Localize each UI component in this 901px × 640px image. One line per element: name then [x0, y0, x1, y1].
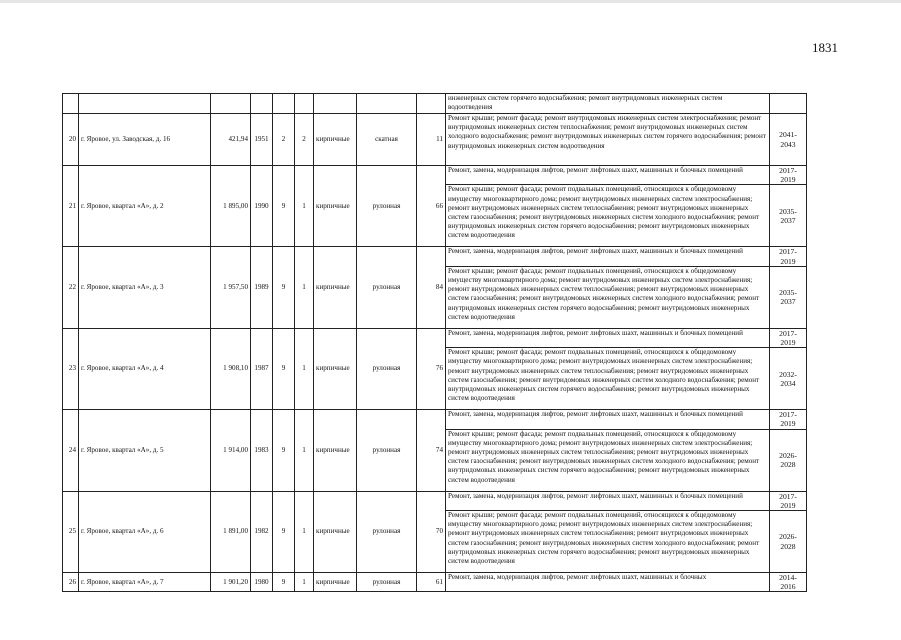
table-row — [63, 166, 807, 185]
repair-period-cell: 2017-2019 — [770, 166, 807, 185]
walls-material-cell: кирпичные — [314, 114, 357, 166]
entrances-cell: 1 — [295, 166, 314, 247]
year-built-cell: 1951 — [251, 114, 273, 166]
address-cell: г. Яровое, квартал «А», д. 6 — [79, 491, 211, 572]
floors-cell: 9 — [273, 247, 295, 328]
area-cell: 1 891,00 — [211, 491, 251, 572]
entrances-cell: 2 — [295, 114, 314, 166]
address-cell: г. Яровое, квартал «А», д. 7 — [79, 573, 211, 592]
roof-type-cell: рулонная — [357, 166, 417, 247]
floors-cell: 9 — [273, 491, 295, 572]
table-row — [63, 114, 807, 166]
repair-works-cell: Ремонт, замена, модернизация лифтов, ремонт лифтовых шахт, машинных и блочных — [446, 573, 770, 592]
roof-type-cell: рулонная — [357, 328, 417, 409]
repair-period-cell — [770, 94, 807, 114]
repair-period-cell: 2017-2019 — [770, 247, 807, 266]
repair-period-cell: 2035-2037 — [770, 266, 807, 328]
row-number-cell: 24 — [63, 410, 79, 491]
row-number-cell: 26 — [63, 573, 79, 592]
walls-material-cell: кирпичные — [314, 328, 357, 409]
table-row — [63, 491, 807, 510]
roof-type-cell: рулонная — [357, 491, 417, 572]
repair-works-cell: инженерных систем горячего водоснабжения; ремонт внутридомовых инженерных систем водоотведения — [446, 94, 770, 114]
address-cell: г. Яровое, квартал «А», д. 2 — [79, 166, 211, 247]
area-cell — [211, 94, 251, 114]
table-row — [63, 328, 807, 347]
repair-works-cell: Ремонт, замена, модернизация лифтов, ремонт лифтовых шахт, машинных и блочных помещений — [446, 247, 770, 266]
walls-material-cell — [314, 94, 357, 114]
capital-repair-table — [62, 93, 807, 592]
table-row — [63, 573, 807, 592]
apartments-cell: 74 — [417, 410, 446, 491]
year-built-cell: 1983 — [251, 410, 273, 491]
row-number-cell: 21 — [63, 166, 79, 247]
address-cell: г. Яровое, квартал «А», д. 3 — [79, 247, 211, 328]
repair-works-cell: Ремонт крыши; ремонт фасада; ремонт внутридомовых инженерных систем электроснабжения; ремонт внутридомовых инженерных систем теплоснабжения; ремонт внутридомовых инженерных систем холодного водоснабжения; ремонт внутридомовых инженерных систем горячего водоснабжения; ремонт внутридомовых инженерных систем водоотведения — [446, 114, 770, 166]
roof-type-cell: рулонная — [357, 247, 417, 328]
repair-period-cell: 2041-2043 — [770, 114, 807, 166]
area-cell: 1 895,00 — [211, 166, 251, 247]
apartments-cell: 70 — [417, 491, 446, 572]
repair-period-cell: 2014-2016 — [770, 573, 807, 592]
row-number-cell — [63, 94, 79, 114]
floors-cell: 2 — [273, 114, 295, 166]
entrances-cell: 1 — [295, 328, 314, 409]
repair-period-cell: 2017-2019 — [770, 410, 807, 429]
repair-works-cell: Ремонт крыши; ремонт фасада; ремонт подвальных помещений, относящихся к общедомовому имуществу многоквартирного дома; ремонт внутридомовых инженерных систем электроснабжения; ремонт внутридомовых инженерных систем теплоснабжения; ремонт внутридомовых инженерных систем газоснабжения; ремонт внутридомовых инженерных систем холодного водоснабжения; ремонт внутридомовых инженерных систем горячего водоснабжения; ремонт внутридомовых инженерных систем водоотведения — [446, 348, 770, 410]
row-number-cell: 20 — [63, 114, 79, 166]
entrances-cell: 1 — [295, 247, 314, 328]
page-number: 1831 — [812, 40, 838, 55]
apartments-cell: 61 — [417, 573, 446, 592]
repair-period-cell: 2032-2034 — [770, 348, 807, 410]
entrances-cell — [295, 94, 314, 114]
entrances-cell: 1 — [295, 573, 314, 592]
area-cell: 1 901,20 — [211, 573, 251, 592]
row-number-cell: 22 — [63, 247, 79, 328]
roof-type-cell: скатная — [357, 114, 417, 166]
apartments-cell: 84 — [417, 247, 446, 328]
address-cell — [79, 94, 211, 114]
repair-period-cell: 2026-2028 — [770, 511, 807, 573]
walls-material-cell: кирпичные — [314, 573, 357, 592]
year-built-cell: 1987 — [251, 328, 273, 409]
scan-edge — [0, 0, 901, 3]
roof-type-cell — [357, 94, 417, 114]
year-built-cell: 1989 — [251, 247, 273, 328]
walls-material-cell: кирпичные — [314, 491, 357, 572]
walls-material-cell: кирпичные — [314, 410, 357, 491]
year-built-cell — [251, 94, 273, 114]
apartments-cell: 11 — [417, 114, 446, 166]
walls-material-cell: кирпичные — [314, 247, 357, 328]
floors-cell: 9 — [273, 410, 295, 491]
address-cell: г. Яровое, квартал «А», д. 5 — [79, 410, 211, 491]
repair-period-cell: 2026-2028 — [770, 429, 807, 491]
area-cell: 421,94 — [211, 114, 251, 166]
repair-works-cell: Ремонт, замена, модернизация лифтов, ремонт лифтовых шахт, машинных и блочных помещений — [446, 491, 770, 510]
year-built-cell: 1990 — [251, 166, 273, 247]
repair-works-cell: Ремонт крыши; ремонт фасада; ремонт подвальных помещений, относящихся к общедомовому имуществу многоквартирного дома; ремонт внутридомовых инженерных систем электроснабжения; ремонт внутридомовых инженерных систем теплоснабжения; ремонт внутридомовых инженерных систем газоснабжения; ремонт внутридомовых инженерных систем холодного водоснабжения; ремонт внутридомовых инженерных систем горячего водоснабжения; ремонт внутридомовых инженерных систем водоотведения — [446, 429, 770, 491]
address-cell: г. Яровое, квартал «А», д. 4 — [79, 328, 211, 409]
floors-cell: 9 — [273, 328, 295, 409]
repair-period-cell: 2035-2037 — [770, 185, 807, 247]
year-built-cell: 1980 — [251, 573, 273, 592]
roof-type-cell: рулонная — [357, 573, 417, 592]
table-row — [63, 94, 807, 114]
apartments-cell: 76 — [417, 328, 446, 409]
row-number-cell: 25 — [63, 491, 79, 572]
repair-works-cell: Ремонт крыши; ремонт фасада; ремонт подвальных помещений, относящихся к общедомовому имуществу многоквартирного дома; ремонт внутридомовых инженерных систем электроснабжения; ремонт внутридомовых инженерных систем теплоснабжения; ремонт внутридомовых инженерных систем газоснабжения; ремонт внутридомовых инженерных систем холодного водоснабжения; ремонт внутридомовых инженерных систем горячего водоснабжения; ремонт внутридомовых инженерных систем водоотведения — [446, 511, 770, 573]
area-cell: 1 914,00 — [211, 410, 251, 491]
repair-period-cell: 2017-2019 — [770, 328, 807, 347]
apartments-cell: 66 — [417, 166, 446, 247]
repair-works-cell: Ремонт, замена, модернизация лифтов, ремонт лифтовых шахт, машинных и блочных помещений — [446, 166, 770, 185]
repair-works-cell: Ремонт, замена, модернизация лифтов, ремонт лифтовых шахт, машинных и блочных помещений — [446, 328, 770, 347]
row-number-cell: 23 — [63, 328, 79, 409]
year-built-cell: 1982 — [251, 491, 273, 572]
entrances-cell: 1 — [295, 491, 314, 572]
repair-works-cell: Ремонт крыши; ремонт фасада; ремонт подвальных помещений, относящихся к общедомовому имуществу многоквартирного дома; ремонт внутридомовых инженерных систем электроснабжения; ремонт внутридомовых инженерных систем теплоснабжения; ремонт внутридомовых инженерных систем газоснабжения; ремонт внутридомовых инженерных систем холодного водоснабжения; ремонт внутридомовых инженерных систем горячего водоснабжения; ремонт внутридомовых инженерных систем водоотведения — [446, 185, 770, 247]
area-cell: 1 957,50 — [211, 247, 251, 328]
roof-type-cell: рулонная — [357, 410, 417, 491]
apartments-cell — [417, 94, 446, 114]
table-row — [63, 247, 807, 266]
walls-material-cell: кирпичные — [314, 166, 357, 247]
repair-period-cell: 2017-2019 — [770, 491, 807, 510]
floors-cell: 9 — [273, 573, 295, 592]
address-cell: г. Яровое, ул. Заводская, д. 16 — [79, 114, 211, 166]
entrances-cell: 1 — [295, 410, 314, 491]
floors-cell — [273, 94, 295, 114]
repair-works-cell: Ремонт крыши; ремонт фасада; ремонт подвальных помещений, относящихся к общедомовому имуществу многоквартирного дома; ремонт внутридомовых инженерных систем электроснабжения; ремонт внутридомовых инженерных систем теплоснабжения; ремонт внутридомовых инженерных систем газоснабжения; ремонт внутридомовых инженерных систем холодного водоснабжения; ремонт внутридомовых инженерных систем горячего водоснабжения; ремонт внутридомовых инженерных систем водоотведения — [446, 266, 770, 328]
area-cell: 1 908,10 — [211, 328, 251, 409]
floors-cell: 9 — [273, 166, 295, 247]
table-row — [63, 410, 807, 429]
repair-works-cell: Ремонт, замена, модернизация лифтов, ремонт лифтовых шахт, машинных и блочных помещений — [446, 410, 770, 429]
